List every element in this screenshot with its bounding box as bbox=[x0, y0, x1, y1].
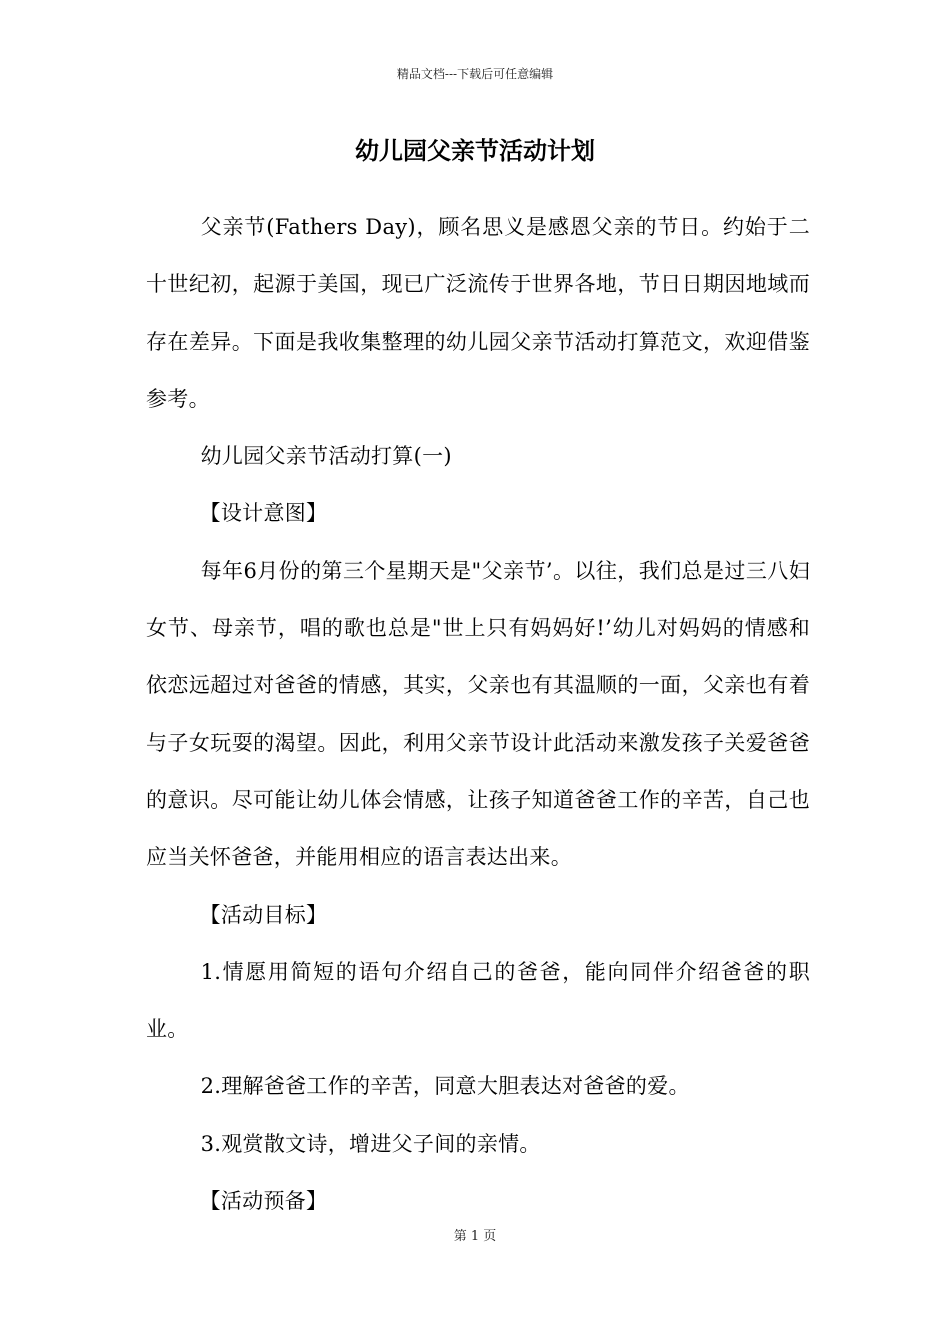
page-header: 精品文档---下载后可任意编辑 bbox=[396, 67, 554, 81]
section-heading-design-intent: 【设计意图】 bbox=[199, 501, 328, 526]
document-title: 幼儿园父亲节活动计划 bbox=[355, 136, 595, 165]
section-heading-activity-goals: 【活动目标】 bbox=[199, 902, 328, 927]
intro-paragraph: 父亲节(Fathers Day)，顾名思义是感恩父亲的节日。约始于二十世纪初，起源于美国，现已广泛流传于世界各地，节日日期因地域而存在差异。下面是我收集整理的幼儿园父亲节活动打算范文，欢迎借鉴参考。 bbox=[146, 215, 810, 411]
design-intent-paragraph: 每年6月份的第三个星期天是"父亲节’。以往，我们总是过三八妇女节、母亲节，唱的歌也总是"世上只有妈妈好!’幼儿对妈妈的情感和依恋远超过对爸爸的情感，其实，父亲也有其温顺的一面，父亲也有着与子女玩耍的渴望。因此，利用父亲节设计此活动来激发孩子关爱爸爸的意识。尽可能让幼儿体会情感，让孩子知道爸爸工作的辛苦，自己也应当关怀爸爸，并能用相应的语言表达出来。 bbox=[146, 558, 810, 870]
goal-item-1: 1.情愿用简短的语句介绍自己的爸爸，能向同伴介绍爸爸的职业。 bbox=[146, 959, 810, 1042]
page-number: 第 1 页 bbox=[453, 1229, 497, 1244]
section-heading-activity-preparation: 【活动预备】 bbox=[199, 1189, 328, 1214]
goal-item-3: 3.观赏散文诗，增进父子间的亲情。 bbox=[200, 1131, 541, 1156]
section-heading-plan-one: 幼儿园父亲节活动打算(一) bbox=[200, 444, 452, 469]
document-body bbox=[146, 199, 810, 1230]
goal-item-2: 2.理解爸爸工作的辛苦，同意大胆表达对爸爸的爱。 bbox=[200, 1074, 690, 1099]
